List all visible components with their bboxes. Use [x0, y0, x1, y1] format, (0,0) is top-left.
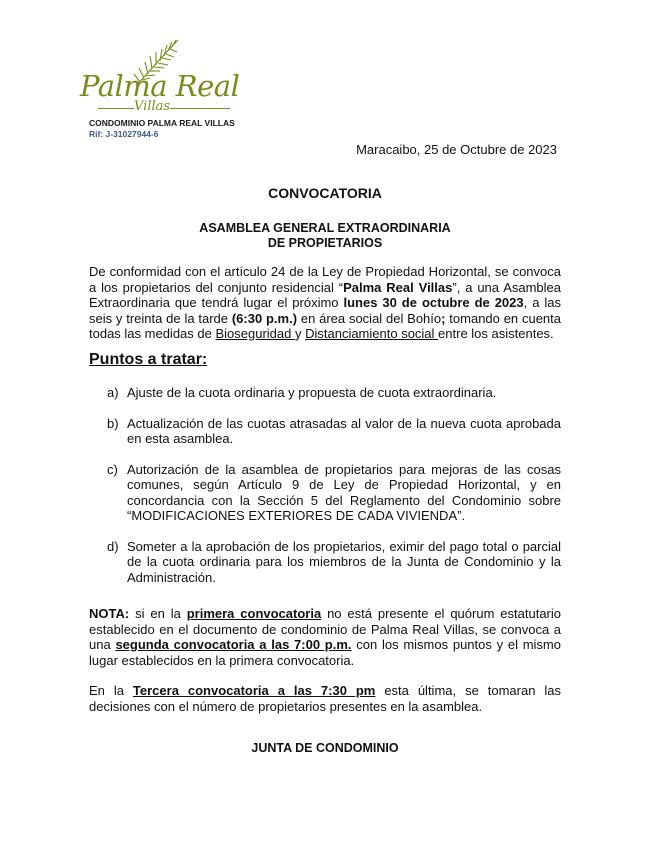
third-call-text: En la	[89, 683, 133, 698]
signature: JUNTA DE CONDOMINIO	[251, 741, 399, 755]
complex-name: Palma Real Villas	[343, 279, 453, 295]
list-item	[107, 539, 561, 586]
list-item-text: Autorización de la asamblea de propietarios para mejoras de las cosas comunes, según Artículo 9 de Ley de Propiedad Horizontal, y en concordancia con la Sección 5 del Reglamento del Condominio sobre “MODIFICACIONES EXTERIORES DE CADA VIVIENDA”.	[127, 461, 561, 523]
nota-paragraph	[89, 606, 561, 668]
org-rif: Rif: J-31027944-6	[89, 129, 159, 139]
intro-text: y	[294, 326, 306, 341]
intro-text: De conformidad con el artículo 24 de la Ley de Propiedad Horizontal, se convoca a los propietarios del conjunto residencial “	[89, 264, 561, 295]
nota-label: NOTA:	[89, 606, 130, 621]
palma-real-logo	[78, 36, 248, 120]
intro-paragraph	[89, 264, 561, 342]
distancing-text: Distanciamiento social	[305, 326, 439, 341]
list-marker: d)	[107, 538, 119, 554]
list-marker: a)	[107, 385, 119, 400]
intro-text: ”, a una Asamblea Extraordinaria que tendrá lugar el próximo	[89, 279, 561, 310]
nota-text: no está presente el quórum estatutario establecido en el documento de condominio de Palma Real Villas, se convoca a una	[89, 606, 561, 652]
list-item	[107, 462, 561, 524]
intro-text: entre los asistentes.	[438, 326, 554, 341]
subtitle-line: DE PROPIETARIOS	[267, 236, 383, 250]
list-item-text: Ajuste de la cuota ordinaria y propuesta de cuota extraordinaria.	[127, 385, 497, 400]
logo-underline	[170, 108, 230, 109]
list-item	[107, 385, 561, 401]
nota-text: si en la	[129, 606, 187, 621]
document-date: Maracaibo, 25 de Octubre de 2023	[356, 142, 557, 157]
intro-text: tomando en cuenta todas las medidas de	[89, 310, 561, 341]
intro-text: , a las seis y treinta de la tarde	[89, 295, 561, 326]
second-call-text: segunda convocatoria a las 7:00 p.m.	[115, 637, 352, 652]
intro-text: en área social del Bohío	[297, 310, 442, 326]
third-call-time: Tercera convocatoria a las 7:30 pm	[132, 683, 376, 698]
list-item	[107, 416, 561, 447]
points-list	[107, 385, 561, 600]
list-item-text: Actualización de las cuotas atrasadas al valor de la nueva cuota aprobada en esta asamblea.	[127, 415, 561, 446]
list-marker: b)	[107, 415, 119, 431]
meeting-date: lunes 30 de octubre de 2023	[343, 295, 524, 310]
first-call-text: primera convocatoria	[186, 606, 322, 621]
logo-subtext: Villas	[134, 99, 171, 114]
list-item-text: Someter a la aprobación de los propietarios, eximir del pago total o parcial de la cuota ordinaria para los miembros de la Junta de Condominio y la Administración.	[127, 538, 561, 585]
points-heading: Puntos a tratar:	[89, 351, 208, 368]
meeting-time: (6:30 p.m.)	[231, 310, 298, 326]
document-title: CONVOCATORIA	[268, 185, 382, 201]
third-call-text: esta última, se tomaran las decisiones con el número de propietarios presentes en la asamblea.	[89, 683, 561, 714]
org-name: CONDOMINIO PALMA REAL VILLAS	[89, 118, 235, 128]
third-call-paragraph	[89, 683, 561, 714]
document-subtitle	[0, 221, 650, 251]
biosecurity-text: Bioseguridad	[215, 326, 295, 341]
list-marker: c)	[107, 461, 118, 477]
subtitle-line: ASAMBLEA GENERAL EXTRAORDINARIA	[199, 221, 451, 235]
nota-text: con los mismos puntos y el mismo lugar establecidos en la primera convocatoria.	[89, 637, 561, 668]
logo-underline	[98, 108, 134, 109]
intro-semicolon: ;	[441, 310, 446, 326]
logo-text: Palma Real	[80, 69, 240, 103]
